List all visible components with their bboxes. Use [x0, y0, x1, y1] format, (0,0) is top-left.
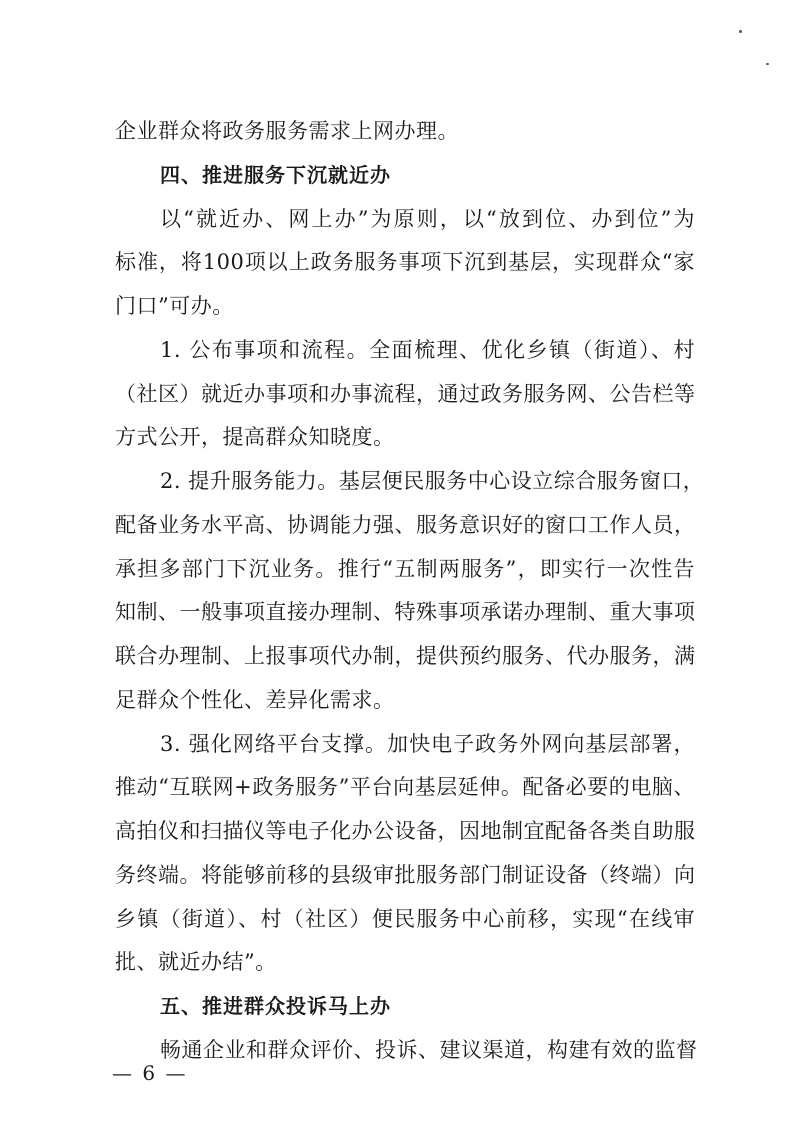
- body-line: 配备业务水平高、协调能力强、服务意识好的窗口工作人员，: [115, 513, 696, 537]
- body-line: 足群众个性化、差异化需求。: [115, 688, 395, 712]
- body-line: 2. 提升服务能力。基层便民服务中心设立综合服务窗口，: [160, 469, 705, 493]
- body-line: 标准，将100项以上政务服务事项下沉到基层，实现群众“家: [115, 250, 695, 274]
- scan-speck: [766, 63, 769, 65]
- body-line: 门口”可办。: [115, 294, 234, 318]
- page-number: — 6 —: [112, 1061, 188, 1085]
- body-line: 企业群众将政务服务需求上网办理。: [115, 119, 459, 143]
- body-line: 方式公开，提高群众知晓度。: [115, 425, 395, 449]
- section-heading: 五、推进群众投诉马上办: [160, 994, 391, 1018]
- body-line: 承担多部门下沉业务。推行“五制两服务”，即实行一次性告: [115, 557, 695, 581]
- body-line: 高拍仪和扫描仪等电子化办公设备，因地制宜配备各类自助服: [115, 819, 696, 843]
- scan-speck: [739, 30, 742, 33]
- body-line: 3. 强化网络平台支撑。加快电子政务外网向基层部署，: [160, 732, 695, 756]
- body-line: 畅通企业和群众评价、投诉、建议渠道，构建有效的监督: [160, 1038, 698, 1062]
- body-line: 1. 公布事项和流程。全面梳理、优化乡镇（街道）、村: [160, 338, 695, 362]
- body-line: 推动“互联网+政务服务”平台向基层延伸。配备必要的电脑、: [115, 775, 695, 799]
- body-line: （社区）就近办事项和办事流程，通过政务服务网、公告栏等: [115, 382, 696, 406]
- body-line: 知制、一般事项直接办理制、特殊事项承诺办理制、重大事项: [115, 600, 696, 624]
- body-line: 以“就近办、网上办”为原则，以“放到位、办到位”为: [160, 207, 695, 231]
- section-heading: 四、推进服务下沉就近办: [160, 163, 391, 187]
- body-line: 批、就近办结”。: [115, 950, 277, 974]
- body-line: 务终端。将能够前移的县级审批服务部门制证设备（终端）向: [115, 863, 696, 887]
- body-line: 联合办理制、上报事项代办制，提供预约服务、代办服务，满: [115, 644, 696, 668]
- body-line: 乡镇（街道）、村（社区）便民服务中心前移，实现“在线审: [115, 907, 695, 931]
